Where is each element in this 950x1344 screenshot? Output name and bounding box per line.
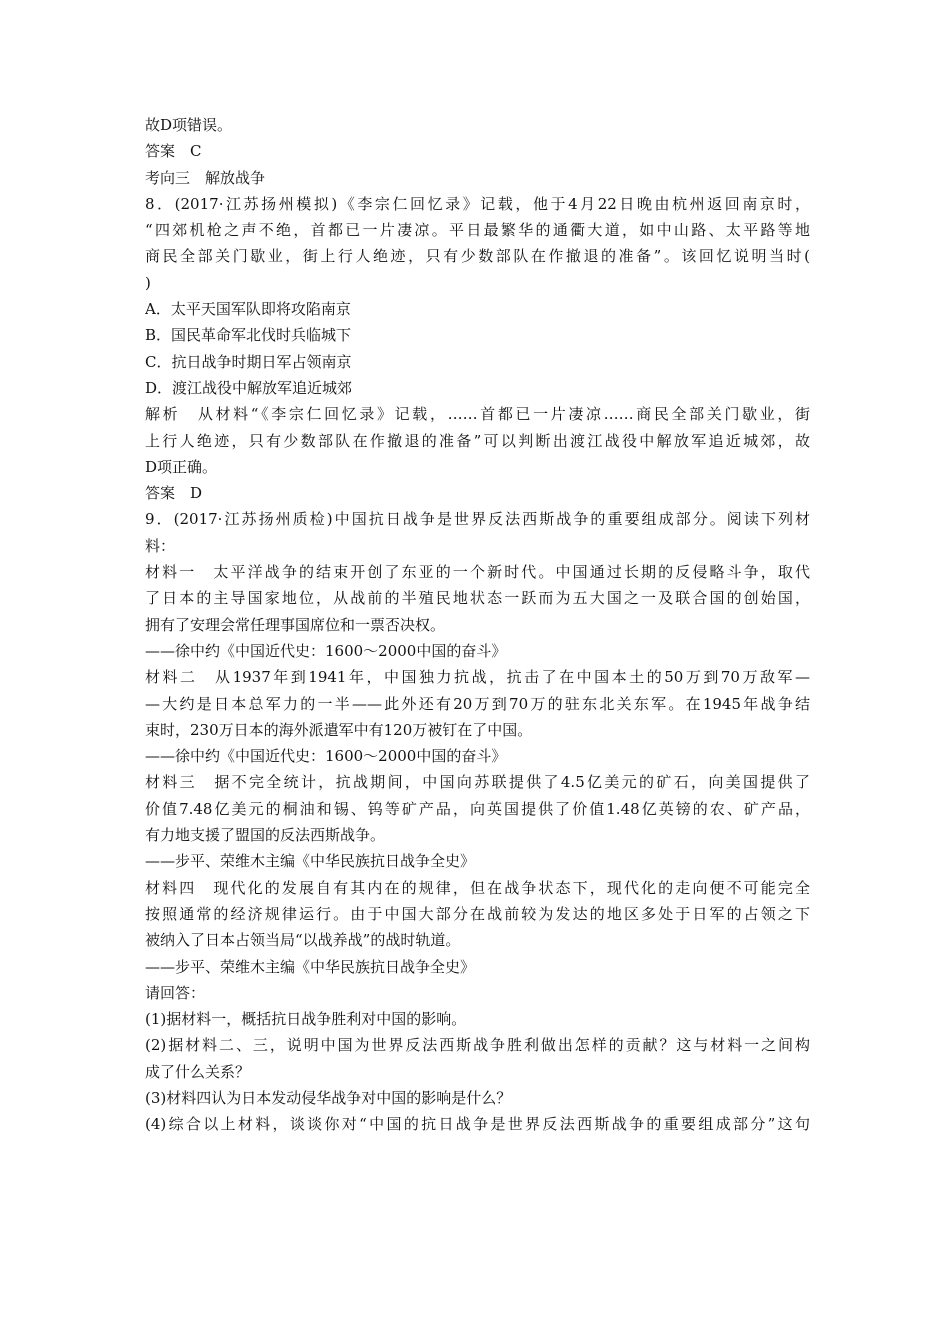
section-heading: 考向三 解放战争 (145, 168, 266, 187)
sub-question-3: (3)材料四认为日本发动侵华战争对中国的影响是什么？ (145, 1088, 512, 1107)
material-1-text: 拥有了安理会常任理事国席位和一票否决权。 (145, 615, 446, 634)
text-line: 故D项错误。 (145, 116, 233, 134)
material-4-text: 材料四 现代化的发展自有其内在的规律，但在战争状态下，现代化的走向便不可能完全 (145, 878, 810, 897)
analysis-text: D项正确。 (145, 457, 218, 476)
question-9-text: 9．(2017·江苏扬州质检)中国抗日战争是世界反法西斯战争的重要组成部分。阅读下列材 (145, 510, 810, 529)
document-page (145, 112, 810, 1138)
material-3-source: ——步平、荣维木主编《中华民族抗日战争全史》 (145, 852, 476, 871)
question-8-text: ) (145, 273, 151, 292)
prompt-line: 请回答： (145, 983, 206, 1002)
material-2-text: 材料二 从1937年到1941年，中国独力抗战，抗击了在中国本土的50万到70万敌军— (145, 668, 810, 687)
material-3-text: 材料三 据不完全统计，抗战期间，中国向苏联提供了4.5亿美元的矿石，向美国提供了 (145, 773, 810, 792)
answer-line: 答案 D (145, 484, 203, 503)
material-1-text: 材料一 太平洋战争的结束开创了东亚的一个新时代。中国通过长期的反侵略斗争，取代 (145, 563, 810, 582)
sub-question-1: (1)据材料一，概括抗日战争胜利对中国的影响。 (145, 1010, 467, 1029)
option-d: D．渡江战役中解放军追近城郊 (145, 378, 353, 397)
material-4-text: 被纳入了日本占领当局“以战养战”的战时轨道。 (145, 931, 461, 950)
material-2-source: ——徐中约《中国近代史：1600～2000中国的奋斗》 (145, 747, 507, 766)
analysis-text: 上行人绝迹，只有少数部队在作撤退的准备”可以判断出渡江战役中解放军追近城郊，故 (145, 431, 810, 450)
material-3-text: 有力地支援了盟国的反法西斯战争。 (145, 826, 386, 845)
question-8-text: 8．(2017·江苏扬州模拟)《李宗仁回忆录》记载，他于4月22日晚由杭州返回南京时， (145, 194, 810, 213)
material-4-source: ——步平、荣维木主编《中华民族抗日战争全史》 (145, 957, 476, 976)
question-8-text: 商民全部关门歇业，街上行人绝迹，只有少数部队在作撤退的准备”。该回忆说明当时( (145, 247, 810, 266)
analysis-text: 解析 从材料“《李宗仁回忆录》记载，……首都已一片凄凉……商民全部关门歇业，街 (145, 405, 810, 424)
material-1-text: 了日本的主导国家地位，从战前的半殖民地状态一跃而为五大国之一及联合国的创始国， (145, 589, 810, 608)
material-2-text: —大约是日本总军力的一半——此外还有20万到70万的驻东北关东军。在1945年战争结 (145, 694, 810, 713)
material-2-text: 束时，230万日本的海外派遣军中有120万被钉在了中国。 (145, 720, 533, 739)
sub-question-4: (4)综合以上材料，谈谈你对“中国的抗日战争是世界反法西斯战争的重要组成部分”这句 (145, 1115, 810, 1134)
question-8-text: “四郊机枪之声不绝，首都已一片凄凉。平日最繁华的通衢大道，如中山路、太平路等地 (145, 221, 810, 240)
sub-question-2: (2)据材料二、三，说明中国为世界反法西斯战争胜利做出怎样的贡献？这与材料一之间构 (145, 1036, 810, 1055)
material-1-source: ——徐中约《中国近代史：1600～2000中国的奋斗》 (145, 641, 507, 660)
question-9-text: 料： (145, 536, 176, 555)
material-4-text: 按照通常的经济规律运行。由于中国大部分在战前较为发达的地区多处于日军的占领之下 (145, 904, 810, 923)
sub-question-2: 成了什么关系？ (145, 1062, 251, 1081)
option-b: B．国民革命军北伐时兵临城下 (145, 326, 352, 345)
option-a: A．太平天国军队即将攻陷南京 (145, 300, 351, 319)
material-3-text: 价值7.48亿美元的桐油和锡、钨等矿产品，向英国提供了价值1.48亿英镑的农、矿产品， (145, 799, 810, 818)
answer-line: 答案 C (145, 142, 202, 161)
option-c: C．抗日战争时期日军占领南京 (145, 352, 352, 371)
